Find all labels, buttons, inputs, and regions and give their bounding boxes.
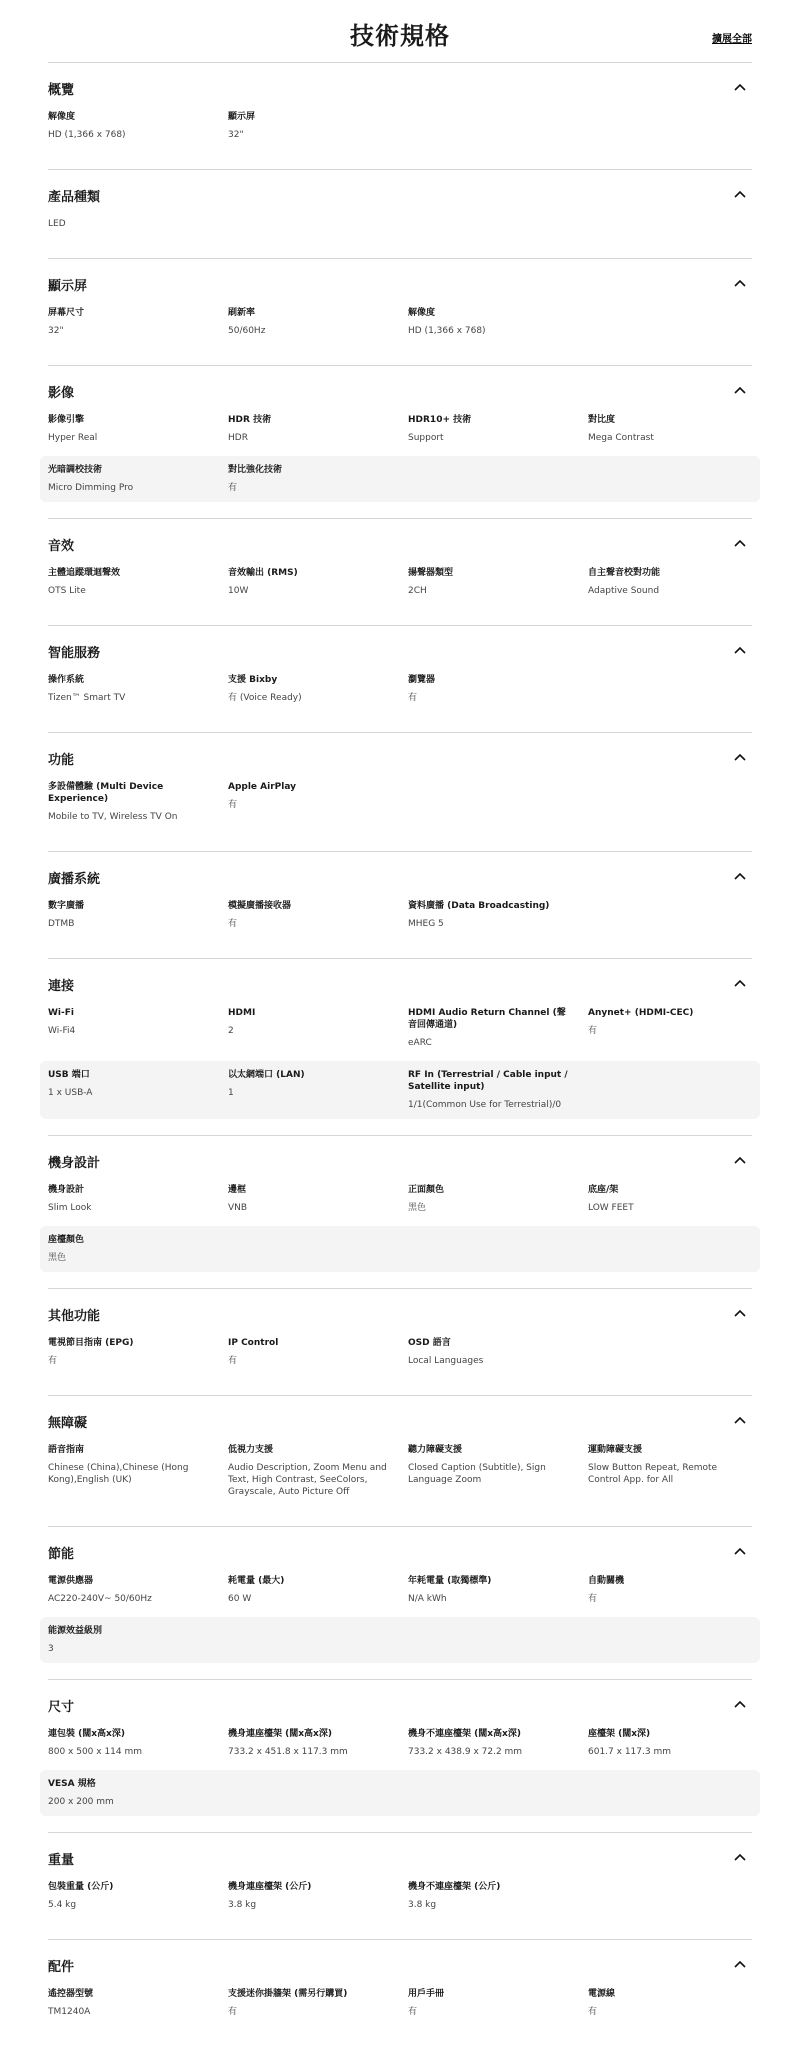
spec-row [40, 1770, 760, 1816]
spec-value: AC220-240V~ 50/60Hz [48, 1594, 152, 1604]
spec-value: 1 x USB-A [48, 1088, 93, 1098]
spec-value: Slim Look [48, 1203, 92, 1213]
spec-item [48, 1881, 228, 1911]
chevron-up-icon[interactable] [734, 83, 746, 91]
spec-label: OSD 語言 [408, 1338, 451, 1348]
spec-item [48, 674, 228, 704]
spec-row [48, 1007, 752, 1061]
spec-item [228, 111, 408, 141]
page-title: 技術規格 [350, 22, 450, 50]
section-header[interactable] [48, 1680, 752, 1728]
spec-item [408, 1575, 588, 1605]
spec-item [228, 307, 408, 337]
spec-item [408, 674, 588, 704]
spec-value: 2CH [408, 586, 427, 596]
section-header[interactable] [48, 1527, 752, 1575]
spec-value: 733.2 x 451.8 x 117.3 mm [228, 1747, 348, 1757]
section-rows [48, 1184, 752, 1288]
spec-item [228, 1575, 408, 1605]
spec-label: 遙控器型號 [48, 1989, 94, 1999]
spec-item [228, 567, 408, 597]
spec-value: eARC [408, 1038, 432, 1048]
spec-value: LED [48, 219, 66, 229]
spec-list [0, 62, 800, 2046]
spec-label: 正面顏色 [408, 1185, 445, 1195]
chevron-up-icon[interactable] [734, 539, 746, 547]
spec-label: 解像度 [408, 308, 436, 318]
spec-label: USB 端口 [48, 1070, 90, 1080]
spec-value: 有 [408, 693, 418, 703]
spec-item [48, 1444, 228, 1498]
spec-label: 語音指南 [48, 1445, 85, 1455]
spec-section [48, 1135, 752, 1288]
spec-row [40, 1061, 760, 1119]
section-header[interactable] [48, 63, 752, 111]
spec-item [408, 1184, 588, 1214]
section-header[interactable] [48, 259, 752, 307]
spec-section [48, 62, 752, 169]
spec-label: 年耗電量 (取獨標準) [408, 1576, 492, 1586]
spec-row [48, 414, 752, 456]
section-title: 無障礙 [48, 1416, 88, 1431]
spec-section [48, 169, 752, 258]
spec-label: HDR 技術 [228, 415, 272, 425]
spec-label: 光暗調校技術 [48, 465, 103, 475]
spec-row [40, 456, 760, 502]
spec-value: 1 [228, 1088, 234, 1098]
section-rows [48, 1444, 752, 1526]
section-title: 廣播系統 [48, 872, 101, 887]
chevron-up-icon[interactable] [734, 1416, 746, 1424]
section-title: 音效 [48, 539, 75, 554]
section-title: 連接 [48, 979, 75, 994]
chevron-up-icon[interactable] [734, 1960, 746, 1968]
spec-item [48, 218, 228, 230]
spec-label: Anynet+ (HDMI-CEC) [588, 1008, 694, 1018]
chevron-up-icon[interactable] [734, 190, 746, 198]
spec-value: 10W [228, 586, 249, 596]
spec-value: OTS Lite [48, 586, 86, 596]
spec-value: 有 (Voice Ready) [228, 693, 302, 703]
spec-value: 黑色 [48, 1253, 67, 1263]
spec-label: 機身連座檯架 (闊x高x深) [228, 1729, 332, 1739]
spec-item [48, 414, 228, 444]
spec-label: 模擬廣播接收器 [228, 901, 292, 911]
spec-label: 解像度 [48, 112, 76, 122]
spec-value: Chinese (China),Chinese (Hong Kong),English (UK) [48, 1463, 189, 1485]
section-rows [48, 414, 752, 518]
spec-section [48, 958, 752, 1135]
spec-value: 733.2 x 438.9 x 72.2 mm [408, 1747, 523, 1757]
spec-row [48, 1728, 752, 1770]
spec-value: 2 [228, 1026, 234, 1036]
section-title: 影像 [48, 386, 75, 401]
spec-label: 電源供應器 [48, 1576, 94, 1586]
spec-value: 有 [588, 1594, 598, 1604]
spec-value: 3.8 kg [408, 1900, 437, 1910]
spec-label: HDR10+ 技術 [408, 415, 472, 425]
spec-item [408, 1337, 588, 1367]
spec-label: 能源效益級別 [48, 1626, 103, 1636]
spec-value: Micro Dimming Pro [48, 483, 134, 493]
spec-item [408, 1069, 588, 1111]
spec-label: 機身連座檯架 (公斤) [228, 1882, 312, 1892]
spec-value: Slow Button Repeat, Remote Control App. for All [588, 1463, 718, 1485]
spec-label: 屏幕尺寸 [48, 308, 85, 318]
spec-value: 有 [48, 1356, 58, 1366]
spec-section [48, 258, 752, 365]
spec-row [48, 1444, 752, 1510]
spec-section [48, 1679, 752, 1832]
spec-item [228, 900, 408, 930]
spec-label: 機身不連座檯架 (公斤) [408, 1882, 501, 1892]
spec-value: 5.4 kg [48, 1900, 77, 1910]
section-rows [48, 1728, 752, 1832]
spec-item [228, 464, 408, 494]
section-title: 其他功能 [48, 1309, 101, 1324]
section-header[interactable] [48, 959, 752, 1007]
spec-row [48, 1988, 752, 2030]
section-rows [48, 218, 752, 258]
spec-item [48, 464, 228, 494]
spec-item [408, 307, 588, 337]
section-rows [48, 111, 752, 169]
spec-value: 有 [228, 483, 238, 493]
section-header[interactable] [48, 1940, 752, 1988]
page-header [0, 0, 800, 62]
spec-section [48, 732, 752, 851]
spec-item [588, 1007, 748, 1049]
spec-item [48, 1728, 228, 1758]
spec-item [228, 781, 408, 823]
spec-section [48, 1939, 752, 2046]
spec-item [48, 1069, 228, 1111]
spec-value: Closed Caption (Subtitle), Sign Language Zoom [408, 1463, 546, 1485]
spec-item [48, 1988, 228, 2018]
chevron-up-icon[interactable] [734, 1547, 746, 1555]
spec-item [408, 1728, 588, 1758]
spec-item [48, 1184, 228, 1214]
spec-item [588, 1444, 748, 1498]
spec-item [48, 1575, 228, 1605]
spec-label: 自主聲音校對功能 [588, 568, 661, 578]
section-header[interactable] [48, 626, 752, 674]
spec-row [48, 900, 752, 942]
spec-section [48, 625, 752, 732]
spec-label: 多設備體驗 (Multi Device Experience) [48, 782, 164, 804]
spec-value: Tizen™ Smart TV [48, 693, 126, 703]
chevron-up-icon[interactable] [734, 1853, 746, 1861]
chevron-up-icon[interactable] [734, 979, 746, 987]
spec-item [408, 414, 588, 444]
spec-item [408, 1881, 588, 1911]
spec-value: 32" [228, 130, 244, 140]
spec-value: 800 x 500 x 114 mm [48, 1747, 143, 1757]
spec-label: 刷新率 [228, 308, 256, 318]
spec-item [228, 1881, 408, 1911]
spec-item [228, 1988, 408, 2018]
section-rows [48, 1988, 752, 2046]
spec-value: VNB [228, 1203, 248, 1213]
spec-value: Adaptive Sound [588, 586, 660, 596]
spec-value: 3.8 kg [228, 1900, 257, 1910]
section-title: 配件 [48, 1960, 75, 1975]
spec-value: 有 [228, 2007, 238, 2017]
spec-item [48, 111, 228, 141]
spec-item [228, 1444, 408, 1498]
spec-section [48, 1526, 752, 1679]
spec-label: 邊框 [228, 1185, 247, 1195]
spec-item [48, 1625, 228, 1655]
spec-label: Apple AirPlay [228, 782, 297, 792]
spec-label: 對比度 [588, 415, 616, 425]
spec-label: 耗電量 (最大) [228, 1576, 285, 1586]
spec-value: Support [408, 433, 444, 443]
spec-label: 操作系統 [48, 675, 85, 685]
spec-section [48, 1288, 752, 1395]
spec-value: 1/1(Common Use for Terrestrial)/0 [408, 1100, 562, 1110]
spec-label: 自動關機 [588, 1576, 625, 1586]
spec-item [588, 567, 748, 597]
spec-row [40, 1617, 760, 1663]
spec-value: 黑色 [408, 1203, 427, 1213]
spec-value: HD (1,366 x 768) [408, 326, 486, 336]
spec-label: RF In (Terrestrial / Cable input / Satellite input) [408, 1070, 568, 1092]
spec-value: 50/60Hz [228, 326, 266, 336]
spec-label: 資料廣播 (Data Broadcasting) [408, 901, 550, 911]
spec-label: IP Control [228, 1338, 279, 1348]
spec-item [228, 674, 408, 704]
spec-section [48, 365, 752, 518]
chevron-up-icon[interactable] [734, 1309, 746, 1317]
spec-value: 32" [48, 326, 64, 336]
spec-label: 運動障礙支援 [588, 1445, 643, 1455]
section-rows [48, 567, 752, 625]
section-header[interactable] [48, 1833, 752, 1881]
spec-label: 座檯架 (闊x深) [588, 1729, 651, 1739]
chevron-up-icon[interactable] [734, 872, 746, 880]
section-header[interactable] [48, 1136, 752, 1184]
spec-item [228, 1007, 408, 1049]
spec-value: Wi-Fi4 [48, 1026, 76, 1036]
spec-value: HDR [228, 433, 248, 443]
spec-item [408, 900, 588, 930]
spec-label: 主體追蹤環迴聲效 [48, 568, 121, 578]
spec-value: 200 x 200 mm [48, 1797, 114, 1807]
spec-item [228, 1184, 408, 1214]
spec-item [588, 1728, 748, 1758]
spec-item [408, 1444, 588, 1498]
spec-label: 電視節目指南 (EPG) [48, 1338, 134, 1348]
spec-label: 以太網端口 (LAN) [228, 1070, 305, 1080]
spec-item [588, 1988, 748, 2018]
spec-row [48, 674, 752, 716]
spec-label: 機身不連座檯架 (闊x高x深) [408, 1729, 521, 1739]
spec-label: 支援迷你掛牆架 (需另行購買) [228, 1989, 348, 1999]
spec-label: 連包裝 (闊x高x深) [48, 1729, 125, 1739]
section-header[interactable] [48, 519, 752, 567]
spec-label: 聽力障礙支援 [408, 1445, 463, 1455]
spec-value: N/A kWh [408, 1594, 447, 1604]
spec-value: LOW FEET [588, 1203, 634, 1213]
spec-label: 影像引擎 [48, 415, 85, 425]
chevron-up-icon[interactable] [734, 279, 746, 287]
spec-label: HDMI Audio Return Channel (聲音回傳通道) [408, 1008, 566, 1030]
spec-value: MHEG 5 [408, 919, 444, 929]
section-rows [48, 307, 752, 365]
spec-label: 支援 Bixby [228, 675, 278, 685]
section-rows [48, 1007, 752, 1135]
spec-item [408, 1007, 588, 1049]
spec-item [48, 1778, 228, 1808]
spec-label: Wi-Fi [48, 1008, 74, 1018]
section-rows [48, 1881, 752, 1939]
section-title: 顯示屏 [48, 279, 88, 294]
spec-item [48, 1007, 228, 1049]
spec-value: 60 W [228, 1594, 252, 1604]
spec-item [588, 1184, 748, 1214]
section-header[interactable] [48, 852, 752, 900]
spec-row [48, 1337, 752, 1379]
section-header[interactable] [48, 1396, 752, 1444]
spec-label: 座檯顏色 [48, 1235, 85, 1245]
chevron-up-icon[interactable] [734, 646, 746, 654]
section-title: 概覽 [48, 83, 75, 98]
section-header[interactable] [48, 366, 752, 414]
spec-row [48, 781, 752, 835]
spec-item [228, 414, 408, 444]
spec-label: 底座/架 [588, 1185, 619, 1195]
section-title: 節能 [48, 1547, 75, 1562]
section-title: 智能服務 [48, 646, 101, 661]
spec-label: 數字廣播 [48, 901, 85, 911]
spec-item [228, 1728, 408, 1758]
spec-section [48, 851, 752, 958]
spec-value: Local Languages [408, 1356, 484, 1366]
spec-row [48, 1575, 752, 1617]
spec-label: 揚聲器類型 [408, 568, 454, 578]
spec-label: 音效輸出 (RMS) [228, 568, 298, 578]
spec-item [408, 1988, 588, 2018]
section-header[interactable] [48, 1289, 752, 1337]
spec-value: Mobile to TV, Wireless TV On [48, 812, 178, 822]
spec-label: HDMI [228, 1008, 256, 1018]
spec-item [408, 567, 588, 597]
section-header[interactable] [48, 170, 752, 218]
section-rows [48, 900, 752, 958]
chevron-up-icon[interactable] [734, 386, 746, 394]
section-title: 機身設計 [48, 1156, 101, 1171]
spec-value: 有 [588, 1026, 598, 1036]
spec-label: 用戶手冊 [408, 1989, 445, 1999]
spec-label: 對比強化技術 [228, 465, 283, 475]
spec-value: 有 [588, 2007, 598, 2017]
spec-value: DTMB [48, 919, 75, 929]
spec-item [48, 781, 228, 823]
spec-item [228, 1069, 408, 1111]
spec-item [228, 1337, 408, 1367]
spec-value: 有 [228, 919, 238, 929]
section-rows [48, 674, 752, 732]
spec-section [48, 1395, 752, 1526]
spec-value: Audio Description, Zoom Menu and Text, High Contrast, SeeColors, Grayscale, Auto Picture Off [228, 1463, 387, 1497]
spec-row [48, 1184, 752, 1226]
spec-item [48, 307, 228, 337]
spec-section [48, 518, 752, 625]
chevron-up-icon[interactable] [734, 753, 746, 761]
spec-item [48, 1337, 228, 1367]
chevron-up-icon[interactable] [734, 1156, 746, 1164]
spec-row [48, 567, 752, 609]
spec-row [48, 111, 752, 153]
spec-label: 顯示屏 [228, 112, 256, 122]
chevron-up-icon[interactable] [734, 1700, 746, 1708]
spec-value: 3 [48, 1644, 54, 1654]
section-title: 尺寸 [48, 1700, 75, 1715]
section-rows [48, 1337, 752, 1395]
spec-value: 601.7 x 117.3 mm [588, 1747, 671, 1757]
spec-value: 有 [408, 2007, 418, 2017]
section-title: 重量 [48, 1853, 75, 1868]
spec-value: TM1240A [48, 2007, 91, 2017]
spec-label: 低視力支援 [228, 1445, 274, 1455]
spec-item [48, 567, 228, 597]
spec-label: 電源線 [588, 1989, 616, 1999]
spec-row [48, 307, 752, 349]
section-title: 產品種類 [48, 190, 101, 205]
spec-value: Hyper Real [48, 433, 98, 443]
spec-value: Mega Contrast [588, 433, 654, 443]
spec-label: 瀏覽器 [408, 675, 436, 685]
spec-value: 有 [228, 1356, 238, 1366]
spec-value: HD (1,366 x 768) [48, 130, 126, 140]
spec-label: VESA 規格 [48, 1779, 96, 1789]
section-rows [48, 1575, 752, 1679]
spec-label: 包裝重量 (公斤) [48, 1882, 114, 1892]
spec-item [588, 1575, 748, 1605]
spec-row [48, 218, 752, 242]
spec-item [48, 1234, 228, 1264]
spec-item [48, 900, 228, 930]
section-rows [48, 781, 752, 851]
section-title: 功能 [48, 753, 75, 768]
expand-all-link[interactable]: 擴展全部 [712, 34, 752, 45]
spec-row [48, 1881, 752, 1923]
spec-row [40, 1226, 760, 1272]
spec-value: 有 [228, 800, 238, 810]
spec-label: 機身設計 [48, 1185, 85, 1195]
spec-section [48, 1832, 752, 1939]
spec-item [588, 414, 748, 444]
section-header[interactable] [48, 733, 752, 781]
